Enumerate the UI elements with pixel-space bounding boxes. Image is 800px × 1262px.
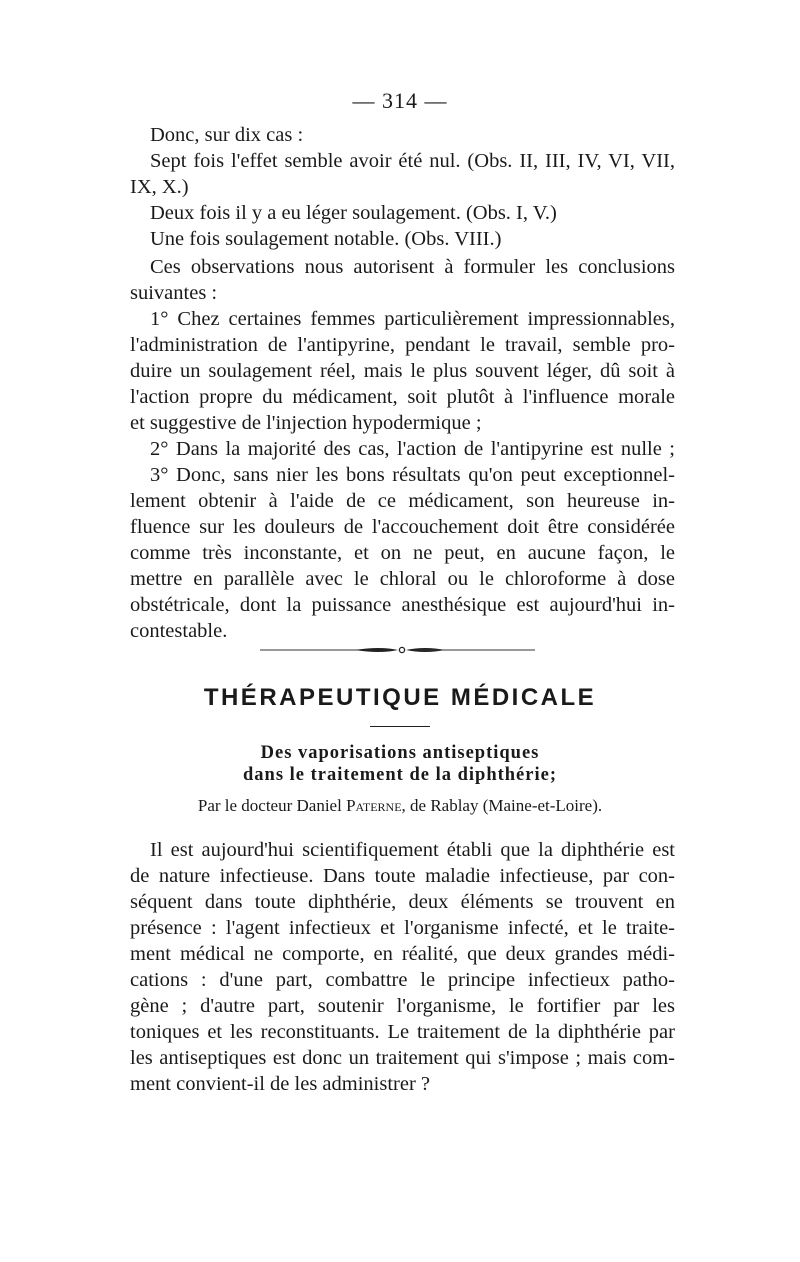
body-line: Il est aujourd'hui scientifiquement établi que la diphthérie est (150, 839, 675, 861)
body-line: présence : l'agent infectieux et l'organisme infecté, et le traite- (130, 917, 675, 939)
conclusion-line: fluence sur les douleurs de l'accouchement doit être considérée (130, 516, 675, 538)
conclusion-line: comme très inconstante, et on ne peut, en aucune façon, le (130, 542, 675, 564)
conclusions-paragraph (130, 254, 675, 644)
summary-line-2: Deux fois il y a eu léger soulagement. (Obs. I, V.) (150, 202, 557, 224)
conclusion-line: 2° Dans la majorité des cas, l'action de l'antipyrine est nulle ; (150, 438, 675, 460)
case-summary (130, 122, 675, 252)
conclusion-line: et suggestive de l'injection hypodermique ; (130, 412, 482, 434)
title-rule (370, 726, 430, 727)
article-title-line-1: Des vaporisations antiseptiques (260, 743, 540, 763)
article-title-line-2: dans le traitement de la diphthérie; (243, 765, 557, 785)
body-line: ment médical ne comporte, en réalité, que deux grandes médi- (130, 943, 675, 965)
body-line: gène ; d'autre part, soutenir l'organisme, le fortifier par les (130, 995, 675, 1017)
author-name: Paterne (346, 796, 402, 815)
byline (0, 795, 800, 817)
conclusion-line: 3° Donc, sans nier les bons résultats qu'on peut exceptionnel- (150, 464, 675, 486)
body-line: cations : d'une part, combattre le principe infectieux patho- (130, 969, 675, 991)
conclusion-line: obstétricale, dont la puissance anesthésique est aujourd'hui in- (130, 594, 675, 616)
conclusion-line: mettre en parallèle avec le chloral ou le chloroforme à dose (130, 568, 675, 590)
byline-suffix: , de Rablay (Maine-et-Loire). (401, 796, 603, 815)
body-line: les antiseptiques est donc un traitement qui s'impose ; mais com- (130, 1047, 675, 1069)
conclusion-line: 1° Chez certaines femmes particulièrement impressionnables, (150, 308, 675, 330)
byline-prefix: Par le docteur Daniel (197, 796, 347, 815)
conclusion-line: l'action propre du médicament, soit plutôt à l'influence morale (130, 386, 675, 408)
conclusion-line: Ces observations nous autorisent à formuler les conclusions (150, 256, 675, 278)
conclusion-line: contestable. (130, 620, 228, 642)
section-title: THÉRAPEUTIQUE MÉDICALE (203, 684, 597, 711)
conclusion-line: suivantes : (130, 282, 218, 304)
body-line: toniques et les reconstituants. Le traitement de la diphthérie par (130, 1021, 675, 1043)
page-number: — 314 — (352, 88, 448, 113)
conclusion-line: l'administration de l'antipyrine, pendant le travail, semble pro- (130, 334, 675, 356)
summary-line-1b: IX, X.) (130, 176, 189, 198)
summary-line-1a: Sept fois l'effet semble avoir été nul. (Obs. II, III, IV, VI, VII, (150, 150, 675, 172)
body-paragraph (130, 837, 675, 1097)
body-line: séquent dans toute diphthérie, deux éléments se trouvent en (130, 891, 675, 913)
conclusion-line: duire un soulagement réel, mais le plus souvent léger, dû soit à (130, 360, 675, 382)
ornament-divider (260, 646, 535, 654)
summary-line-3: Une fois soulagement notable. (Obs. VIII.) (150, 228, 502, 250)
body-line: ment convient-il de les administrer ? (130, 1073, 431, 1095)
body-line: de nature infectieuse. Dans toute maladie infectieuse, par con- (130, 865, 675, 887)
summary-intro: Donc, sur dix cas : (150, 124, 304, 146)
conclusion-line: lement obtenir à l'aide de ce médicament, son heureuse in- (130, 490, 675, 512)
